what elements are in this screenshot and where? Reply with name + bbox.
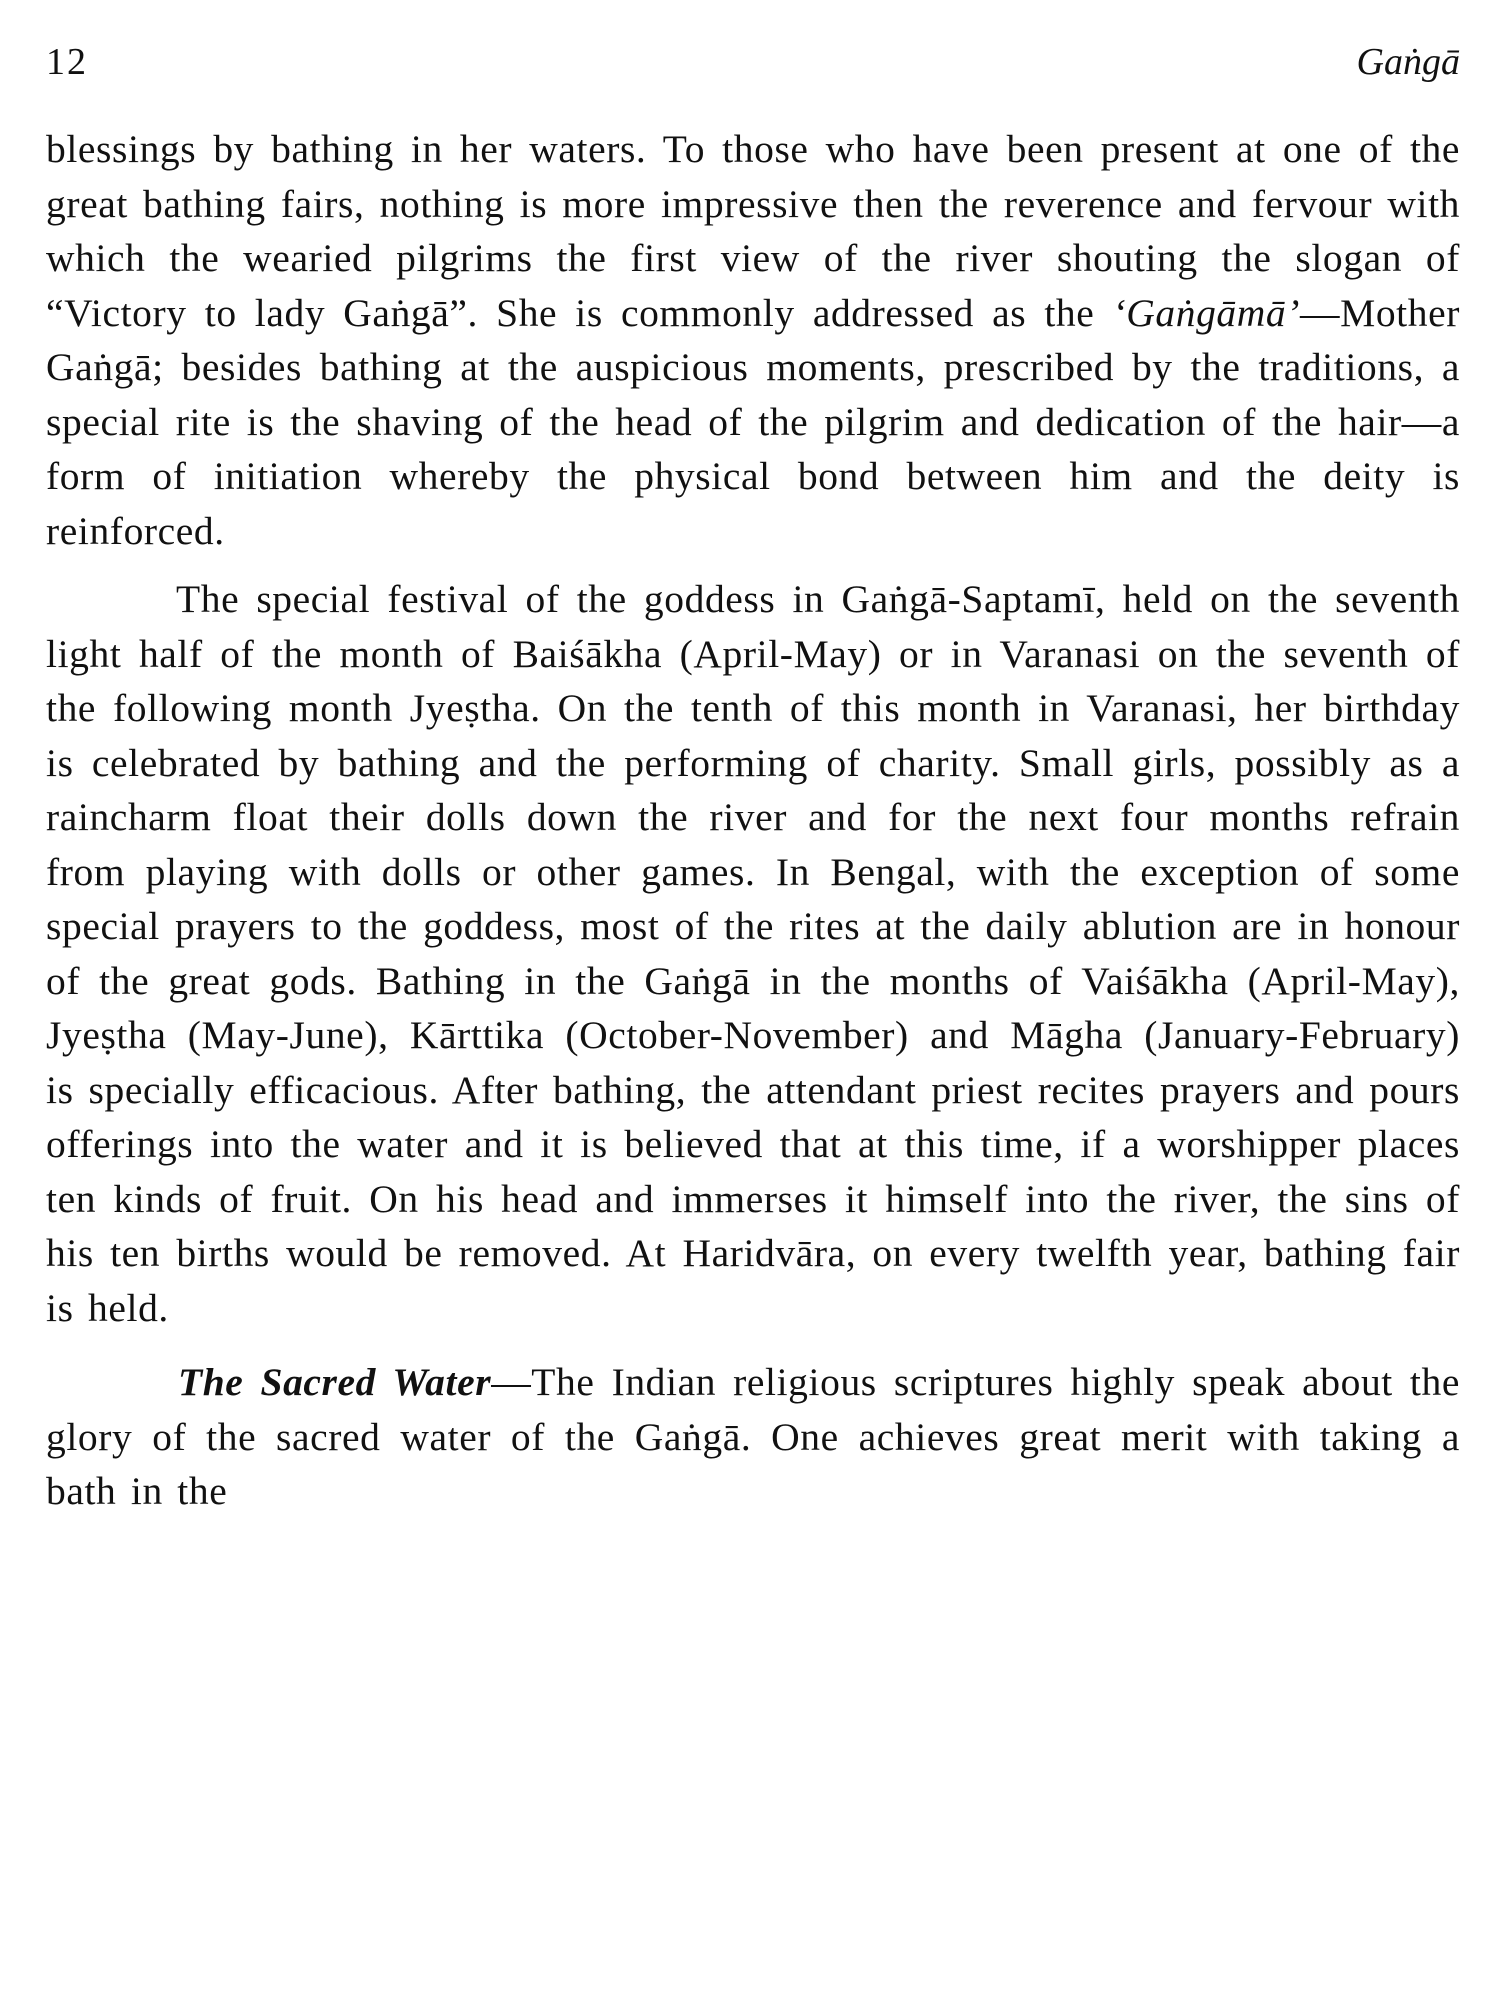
paragraph-1: [46, 122, 1460, 558]
paragraph-1-text-b: —Mother Gaṅgā; besides bathing at the auspicious moments, prescribed by the traditions, a special rite is the shaving of the head of the pilgrim and dedication of the hair—a form of initiation whereby the physical bond between him and the deity is reinforced.: [46, 290, 1460, 553]
section-heading: The Sacred Water: [178, 1360, 492, 1404]
paragraph-3-text: —The Indian religious scriptures highly speak about the glory of the sacred water of the Gaṅgā. One achieves great merit with taking a bath in the: [46, 1360, 1460, 1513]
page-header: [46, 40, 1460, 84]
page-number: 12: [46, 41, 88, 83]
paragraph-1-italic-term: ‘Gaṅgāmā’: [1112, 290, 1301, 335]
paragraph-1-text-a: blessings by bathing in her waters. To those who have been present at one of the great bathing fairs, nothing is more impressive then the reverence and fervour with which the wearied pilgrims the first view of the river shouting the slogan of “Victory to lady Gaṅgā”. She is commonly addressed as the: [46, 127, 1460, 335]
running-title: Gaṅgā: [1356, 41, 1460, 83]
paragraph-3: [46, 1355, 1460, 1519]
book-page: [46, 40, 1460, 1519]
paragraph-2: The special festival of the goddess in Gaṅgā-Saptamī, held on the seventh light half of the month of Baiśākha (April-May) or in Varanasi on the seventh of the following month Jyeṣtha. On the tenth of this month in Varanasi, her birthday is celebrated by bathing and the performing of charity. Small girls, possibly as a raincharm float their dolls down the river and for the next four months refrain from playing with dolls or other games. In Bengal, with the exception of some special prayers to the goddess, most of the rites at the daily ablution are in honour of the great gods. Bathing in the Gaṅgā in the months of Vaiśākha (April-May), Jyeṣtha (May-June), Kārttika (October-November) and Māgha (January-February) is specially efficacious. After bathing, the attendant priest recites prayers and pours offerings into the water and it is believed that at this time, if a worshipper places ten kinds of fruit. On his head and immerses it himself into the river, the sins of his ten births would be removed. At Haridvāra, on every twelfth year, bathing fair is held.: [46, 577, 1460, 1330]
